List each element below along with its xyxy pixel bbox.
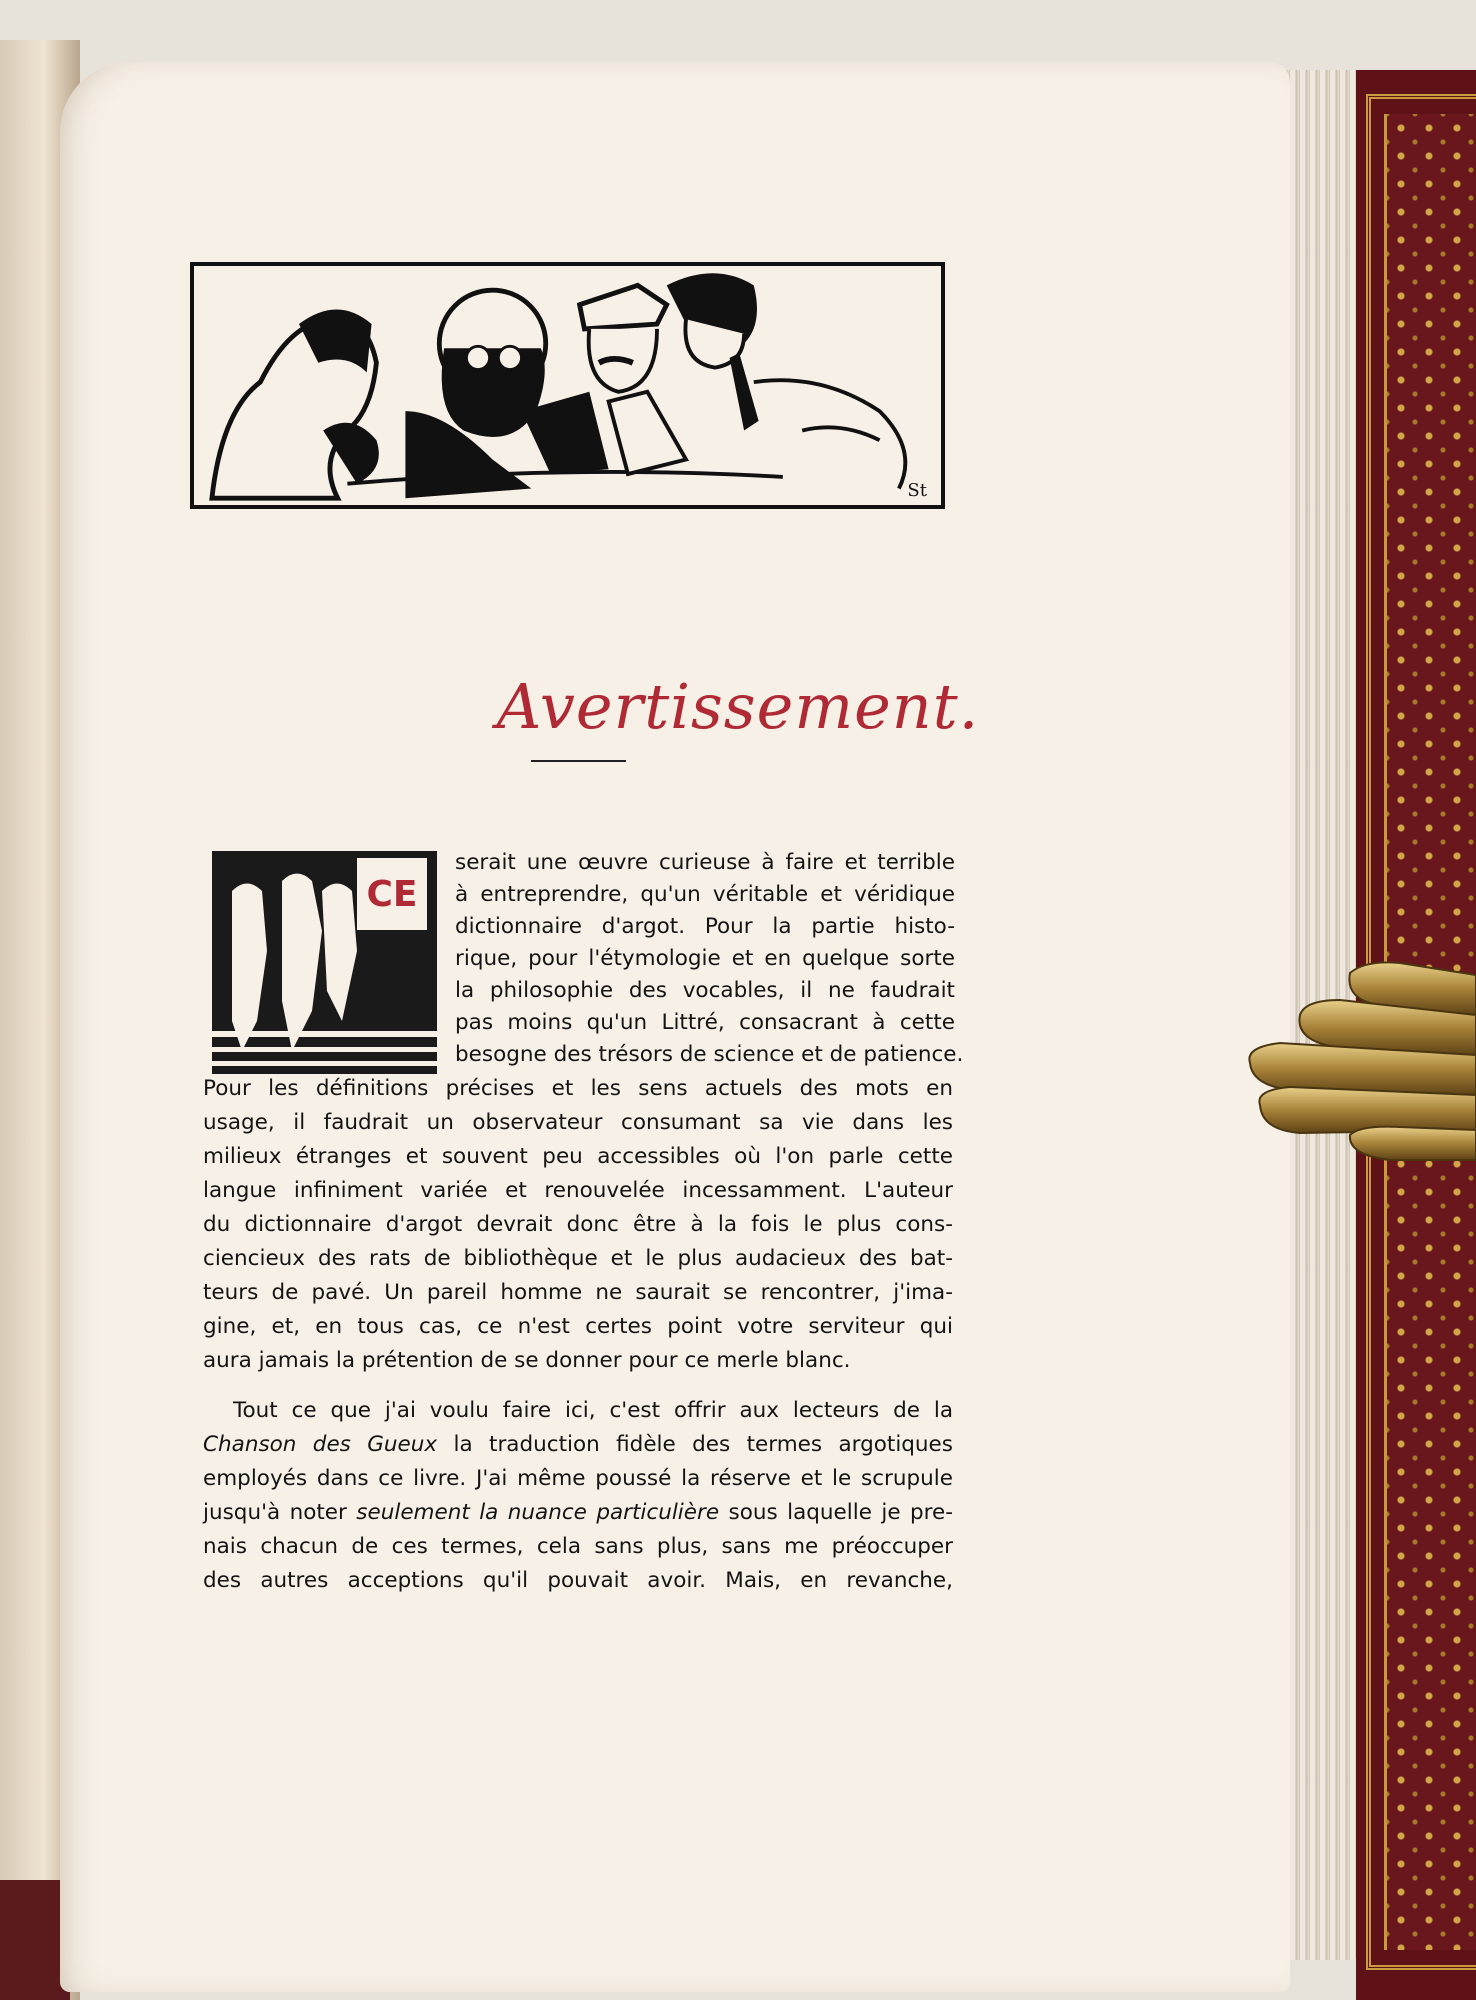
text-line: employés dans ce livre. J'ai même poussé la réserve et le scrupule (203, 1466, 953, 1491)
text-line: langue infiniment variée et renouvelée incessamment. L'auteur (203, 1178, 953, 1203)
text-line: usage, il faudrait un observateur consumant sa vie dans les (203, 1110, 953, 1135)
brass-hand-page-holder (1240, 955, 1476, 1165)
text-line: la philosophie des vocables, il ne faudrait (455, 978, 955, 1003)
text-line: milieux étranges et souvent peu accessibles où l'on parle cette (203, 1144, 953, 1169)
brass-hand-drawing (1240, 955, 1476, 1165)
text-line: gine, et, en tous cas, ce n'est certes point votre serviteur qui (203, 1314, 953, 1339)
text-line: ciencieux des rats de bibliothèque et le plus audacieux des bat- (203, 1246, 953, 1271)
text-line: nais chacun de ces termes, cela sans plus, sans me préoccuper (203, 1534, 953, 1559)
text-line: serait une œuvre curieuse à faire et terrible (455, 850, 955, 875)
text-line: pas moins qu'un Littré, consacrant à cette (455, 1010, 955, 1035)
text-line: rique, pour l'étymologie et en quelque sorte (455, 946, 955, 971)
title-rule (531, 760, 626, 762)
illustration-signature: St (907, 480, 927, 501)
text-line: à entreprendre, qu'un véritable et véridique (455, 882, 955, 907)
text-span: jusqu'à noter (203, 1500, 357, 1525)
dropcap-illustration (212, 851, 437, 1074)
text-span: sous laquelle je pre- (719, 1500, 953, 1525)
page-title: Avertissement. (496, 670, 980, 743)
italic-phrase: seulement la nuance particulière (356, 1500, 720, 1525)
text-line: besogne des trésors de science et de patience. (455, 1042, 964, 1067)
text-span: la traduction fidèle des termes argotiques (437, 1432, 953, 1457)
text-line: aura jamais la prétention de se donner pour ce merle blanc. (203, 1348, 851, 1373)
header-illustration (190, 262, 945, 509)
dropcap-letters: CE (357, 858, 427, 930)
text-line: du dictionnaire d'argot devrait donc être à la fois le plus cons- (203, 1212, 953, 1237)
text-line: dictionnaire d'argot. Pour la partie histo- (455, 914, 955, 939)
text-line: Pour les définitions précises et les sens actuels des mots en (203, 1076, 953, 1101)
text-line: teurs de pavé. Un pareil homme ne saurait se rencontrer, j'ima- (203, 1280, 953, 1305)
text-line (203, 1500, 953, 1525)
text-line: Tout ce que j'ai voulu faire ici, c'est offrir aux lecteurs de la (233, 1398, 953, 1423)
italic-title: Chanson des Gueux (203, 1432, 438, 1457)
illustration-drawing (194, 266, 941, 505)
text-line: des autres acceptions qu'il pouvait avoir. Mais, en revanche, (203, 1568, 953, 1593)
text-line (203, 1432, 953, 1457)
